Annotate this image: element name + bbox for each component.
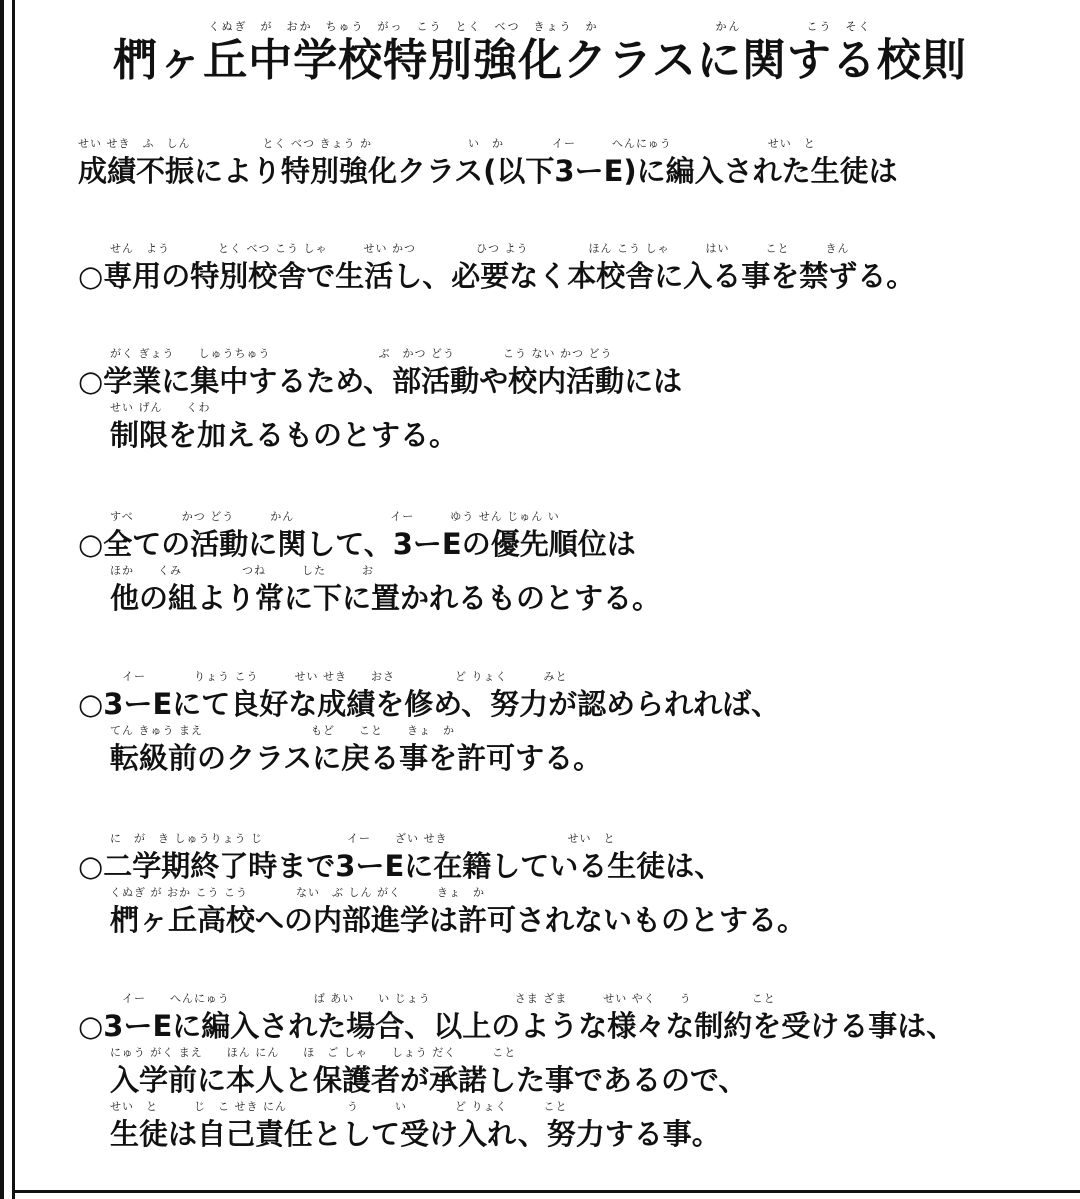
rule-5 [78,830,1068,938]
rule-text: 他の組より常に下に置かれるものとする。 [110,581,662,615]
rule-1 [78,240,1068,294]
rule-furigana: に が き しゅうりょう じ イー ざい せき せい と [110,832,616,845]
rule-furigana: くぬぎ が おか こう こう ない ぶ しん がく きょ か [110,886,485,899]
rule-2 [78,345,1068,453]
rule-text: 椚ヶ丘高校への内部進学は許可されないものとする。 [110,903,807,937]
rule-furigana: イー りょう こう せい せき おさ ど りょく みと [110,670,568,683]
rule-furigana: ほか くみ つね した お [110,564,374,577]
rule-furigana: すべ かつ どう かん イー ゆう せん じゅん い [110,510,560,523]
rule-furigana: がく ぎょう しゅうちゅう ぶ かつ どう こう ない かつ どう [110,347,613,360]
rule-furigana: てん きゅう まえ もど こと きょ か [110,724,455,737]
rule-6 [78,990,1068,1152]
rule-4 [78,668,1068,776]
title-furigana: くぬぎ が おか ちゅう がっ こう とく べつ きょう か かん こう そく [208,20,872,33]
rule-furigana: せん よう とく べつ こう しゃ せい かつ ひつ よう ほん こう しゃ はい こと きん [110,242,850,255]
rule-text: ○全ての活動に関して、3ーEの優先順位は [78,527,636,561]
rule-furigana: せい げん くわ [110,401,211,414]
rule-furigana: せい と じ こ せき にん う い ど りょく こと [110,1100,568,1113]
rule-text: ○学業に集中するため、部活動や校内活動には [78,364,683,398]
rule-text: 制限を加えるものとする。 [110,418,459,452]
rule-text: 生徒は自己責任として受け入れ、努力する事。 [110,1117,721,1151]
intro-paragraph [78,135,1058,189]
rule-text: ○専用の特別校舎で生活し、必要なく本校舎に入る事を禁ずる。 [78,259,916,293]
rule-text: 入学前に本人と保護者が承諾した事であるので、 [110,1063,748,1097]
intro-furigana: せい せき ふ しん とく べつ きょう か い か イー へんにゅう せい と [78,137,816,150]
rule-text: ○二学期終了時まで3ーEに在籍している生徒は、 [78,849,724,883]
rule-furigana: イー へんにゅう ば あい い じょう さま ざま せい やく う こと [110,992,776,1005]
rule-text: 転級前のクラスに戻る事を許可する。 [110,741,603,775]
rule-3 [78,508,1068,616]
rule-text: ○3ーEに編入された場合、以上のような様々な制約を受ける事は、 [78,1009,956,1043]
intro-text: 成績不振により特別強化クラス(以下3ーE)に編入された生徒は [78,154,898,188]
title-text: 椚ヶ丘中学校特別強化クラスに関する校則 [113,35,967,86]
rule-text: ○3ーEにて良好な成績を修め、努力が認められれば、 [78,687,781,721]
rule-furigana: にゅう がく まえ ほん にん ほ ご しゃ しょう だく こと [110,1046,517,1059]
document-title [0,18,1080,88]
